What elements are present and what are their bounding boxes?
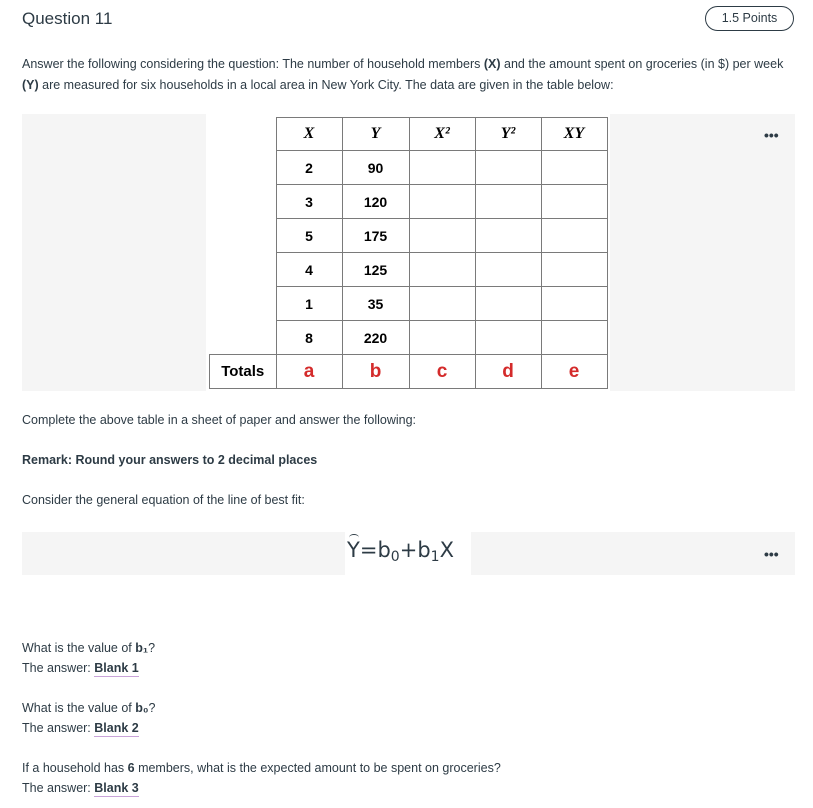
header-x-squared: X² xyxy=(409,118,475,151)
cell-y: 35 xyxy=(342,287,409,321)
cell-y: 125 xyxy=(342,253,409,287)
cell-empty xyxy=(475,219,541,253)
cell-empty xyxy=(541,185,607,219)
cell-empty xyxy=(475,185,541,219)
cell-empty xyxy=(541,151,607,185)
cell-empty xyxy=(409,151,475,185)
total-e: e xyxy=(541,355,607,389)
header-y: Y xyxy=(342,118,409,151)
cell-x: 1 xyxy=(276,287,342,321)
consider-instruction: Consider the general equation of the line of best fit: xyxy=(22,493,305,507)
blank-1[interactable]: Blank 1 xyxy=(94,661,139,675)
table-corner xyxy=(210,118,277,151)
table-row xyxy=(210,321,608,355)
cell-empty xyxy=(541,321,607,355)
question-prediction xyxy=(22,758,501,798)
total-b: b xyxy=(342,355,409,389)
blank-3[interactable]: Blank 3 xyxy=(94,781,139,795)
prompt-end: are measured for six households in a local area in New York City. The data are given in the table below: xyxy=(38,77,614,92)
cell-empty xyxy=(541,287,607,321)
cell-x: 8 xyxy=(276,321,342,355)
totals-label: Totals xyxy=(210,355,277,389)
cell-empty xyxy=(409,321,475,355)
question-prompt xyxy=(22,54,792,95)
cell-y: 175 xyxy=(342,219,409,253)
cell-x: 5 xyxy=(276,219,342,253)
data-table xyxy=(209,117,608,389)
complete-instruction: Complete the above table in a sheet of paper and answer the following: xyxy=(22,413,417,427)
header-x: X xyxy=(276,118,342,151)
b-one: b xyxy=(417,538,431,562)
cell-empty xyxy=(409,287,475,321)
question-title: Question 11 xyxy=(22,9,113,28)
more-options-icon[interactable]: ••• xyxy=(764,127,779,143)
cell-empty xyxy=(475,151,541,185)
total-a: a xyxy=(276,355,342,389)
cell-empty xyxy=(541,219,607,253)
answer-line: The answer: Blank 1 xyxy=(22,661,139,675)
cell-x: 2 xyxy=(276,151,342,185)
prompt-intro: Answer the following considering the question: The number of household members xyxy=(22,57,484,71)
cell-y: 90 xyxy=(342,151,409,185)
points-badge: 1.5 Points xyxy=(705,6,794,31)
prompt-x-var: (X) xyxy=(483,57,501,71)
sub-zero: 0 xyxy=(390,549,400,565)
cell-empty xyxy=(541,253,607,287)
regression-equation xyxy=(347,538,454,565)
question-b0 xyxy=(22,698,156,738)
answer-line: The answer: Blank 3 xyxy=(22,781,139,795)
question-prediction-text: If a household has 6 members, what is the expected amount to be spent on groceries? xyxy=(22,761,501,775)
cell-empty xyxy=(475,287,541,321)
plus-sign: + xyxy=(399,538,418,562)
prompt-middle: and the amount spent on groceries (in $) per week xyxy=(500,57,784,71)
table-row xyxy=(210,253,608,287)
table-row xyxy=(210,219,608,253)
table-row xyxy=(210,287,608,321)
answer-line: The answer: Blank 2 xyxy=(22,721,139,735)
equals-sign: = xyxy=(359,538,378,562)
header-y-squared: Y² xyxy=(475,118,541,151)
b-zero: b xyxy=(377,538,391,562)
table-row xyxy=(210,185,608,219)
total-c: c xyxy=(409,355,475,389)
total-d: d xyxy=(475,355,541,389)
cell-x: 4 xyxy=(276,253,342,287)
cell-y: 120 xyxy=(342,185,409,219)
cell-empty xyxy=(475,321,541,355)
table-row xyxy=(210,151,608,185)
sub-one: 1 xyxy=(430,549,440,565)
y-hat: Y xyxy=(347,538,360,562)
question-b1 xyxy=(22,638,155,678)
cell-empty xyxy=(409,219,475,253)
cell-empty xyxy=(475,253,541,287)
question-b0-text: What is the value of b₀? xyxy=(22,701,156,715)
blank-2[interactable]: Blank 2 xyxy=(94,721,139,735)
question-b1-text: What is the value of b₁? xyxy=(22,641,156,655)
x-var: X xyxy=(439,538,454,562)
more-options-icon[interactable]: ••• xyxy=(764,546,779,562)
prompt-y-var: (Y) xyxy=(22,77,39,92)
totals-row xyxy=(210,355,608,389)
cell-empty xyxy=(409,253,475,287)
header-xy: XY xyxy=(541,118,607,151)
cell-empty xyxy=(409,185,475,219)
cell-x: 3 xyxy=(276,185,342,219)
cell-y: 220 xyxy=(342,321,409,355)
remark: Remark: Round your answers to 2 decimal places xyxy=(22,453,318,467)
